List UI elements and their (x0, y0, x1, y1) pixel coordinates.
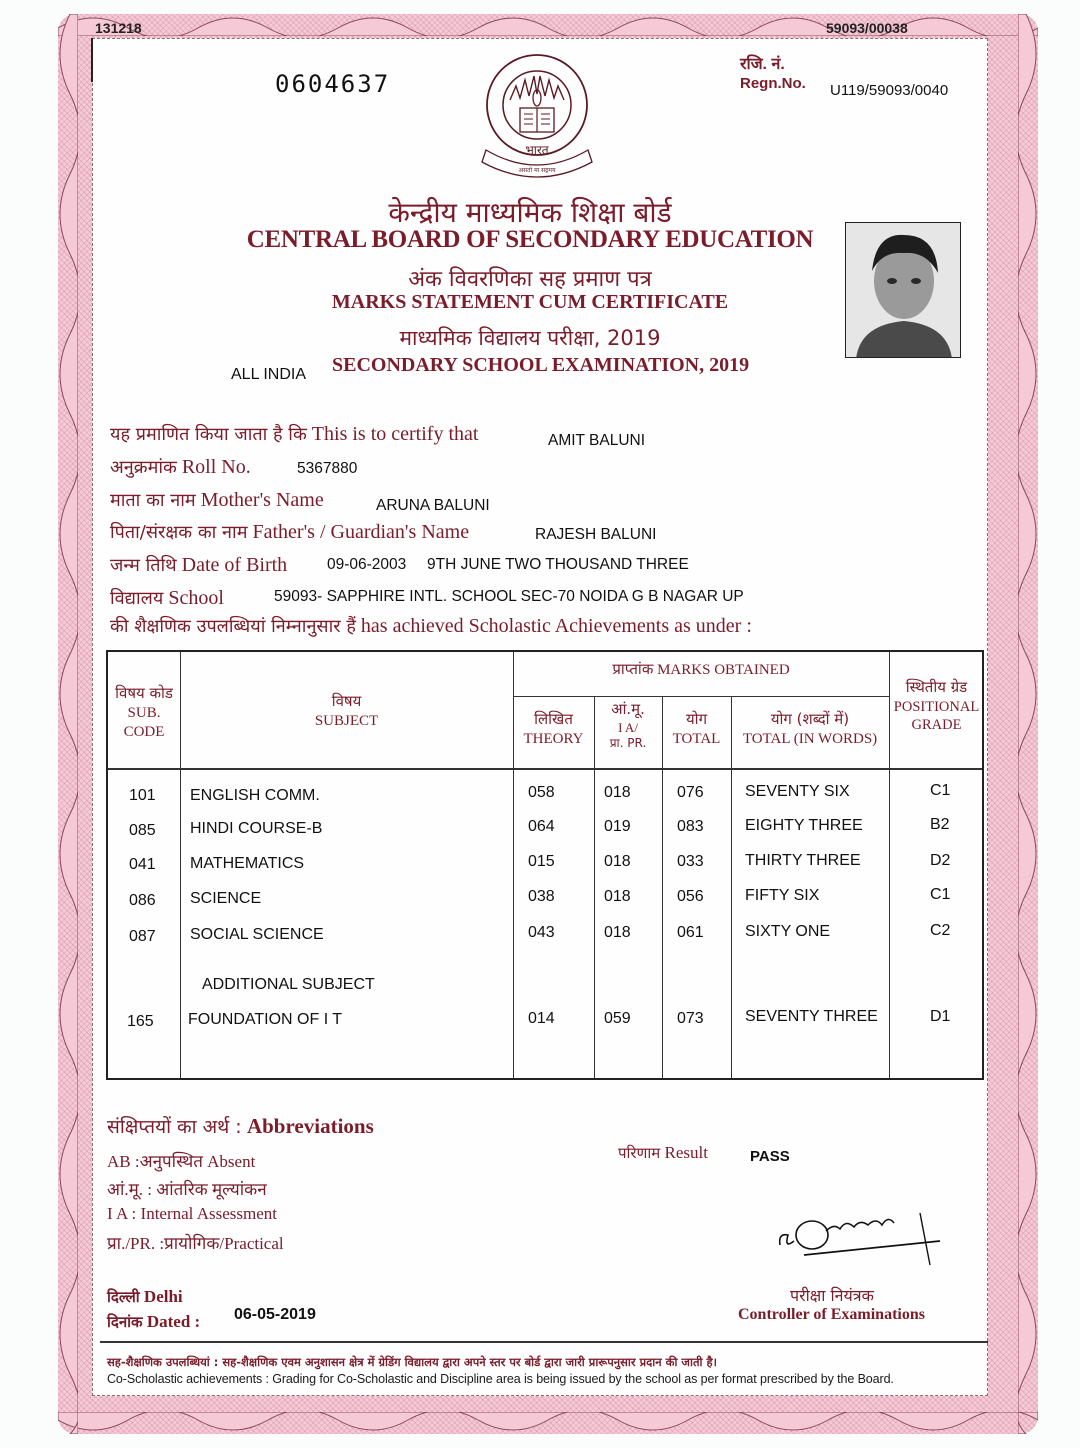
border-wave-left (50, 14, 78, 1434)
mother-name: ARUNA BALUNI (376, 497, 490, 514)
roll-number: 5367880 (297, 460, 358, 477)
regn-number: U119/59093/0040 (830, 82, 949, 99)
controller-title: Controller of Examinations (738, 1306, 925, 1323)
achievement-statement: की शैक्षणिक उपलब्धियां निम्नानुसार हैं has achieved Scholastic Achievements as under : (110, 615, 752, 637)
dob-in-words: 9TH JUNE TWO THOUSAND THREE (427, 556, 689, 573)
exam-scope: ALL INDIA (231, 366, 306, 383)
border-wave-right (1018, 14, 1046, 1434)
svg-text:असतो मा सद्गमय: असतो मा सद्गमय (518, 167, 556, 174)
certify-label: यह प्रमाणित किया जाता है कि This is to certify that (110, 423, 479, 445)
school-label: विद्यालय School (110, 587, 224, 609)
board-title: CENTRAL BOARD OF SECONDARY EDUCATION (246, 226, 814, 253)
document-number: 0604637 (275, 70, 391, 98)
exam-title: SECONDARY SCHOOL EXAMINATION, 2019 (332, 354, 750, 376)
header-ia-pr: आं.मू. I A/ प्रा. PR. (609, 700, 647, 751)
margin-mark (91, 38, 93, 82)
person-silhouette-icon (846, 223, 961, 358)
regn-label: Regn.No. (740, 75, 806, 92)
regn-label-hindi: रजि. नं. (740, 56, 785, 73)
header-marks-obtained: प्राप्तांक MARKS OBTAINED (612, 660, 790, 678)
co-scholastic-note: Co-Scholastic achievements : Grading for Co-Scholastic and Discipline area is being issued by the school as per format prescribed by the Board. (107, 1372, 894, 1386)
student-photo (845, 222, 961, 358)
co-scholastic-note-hindi: सह-शैक्षणिक उपलब्धियां : सह-शैक्षणिक एवम अनुशासन क्षेत्र में ग्रेडिंग विद्यालय द्वारा अपने स्तर पर बोर्ड द्वारा जारी प्रारूपनुसार प्रदान की जाती है। (107, 1355, 717, 1369)
serial-number-right: 59093/00038 (826, 20, 908, 36)
abbreviations-title: संक्षिप्तयों का अर्थ : Abbreviations (107, 1114, 374, 1138)
dob-value: 09-06-2003 (327, 556, 407, 573)
header-total: योग TOTAL (672, 710, 721, 747)
header-sub-code: विषय कोड SUB. CODE (115, 684, 173, 740)
father-label: पिता/संरक्षक का नाम Father's / Guardian's Name (110, 521, 470, 543)
place-label: दिल्ली Delhi (107, 1287, 183, 1306)
doc-type-hindi: अंक विवरणिका सह प्रमाण पत्र (408, 267, 652, 292)
exam-title-hindi: माध्यमिक विद्यालय परीक्षा, 2019 (399, 326, 661, 350)
marks-table: विषय कोड SUB. CODE विषय SUBJECT प्राप्तांक MARKS OBTAINED लिखित THEORY आं.मू. I A/ प्रा. PR. योग TOTAL योग (शब्दों में) TOTAL (IN WORDS) स्थितीय ग्रेड POSITIONAL GRADE 101 ENGLISH COMM. 058 018 076 SEVENTY SIX C1 085 HINDI COURSE-B 064 019 083 EIGHTY THREE B2 041 MATHEMATICS 015 018 033 THIRTY THREE D2 086 SCIENCE 038 018 056 FIFTY SIX C1 087 SOCIAL SCIENCE 043 018 061 SIXTY ONE C2 ADDITIONAL SUBJECT 165 FOUNDATION OF I T 014 059 073 SEVENTY THREE D1 (106, 650, 984, 1080)
result-label: परिणाम Result (618, 1143, 708, 1162)
mother-label: माता का नाम Mother's Name (110, 489, 324, 511)
roll-label: अनुक्रमांक Roll No. (110, 456, 251, 478)
school-name: 59093- SAPPHIRE INTL. SCHOOL SEC-70 NOIDA G B NAGAR UP (274, 588, 744, 605)
dob-label: जन्म तिथि Date of Birth (110, 554, 288, 576)
header-total-words: योग (शब्दों में) TOTAL (IN WORDS) (742, 710, 878, 747)
doc-type: MARKS STATEMENT CUM CERTIFICATE (331, 291, 729, 313)
board-title-hindi: केन्द्रीय माध्यमिक शिक्षा बोर्ड (388, 196, 672, 229)
cbse-emblem-icon (478, 50, 596, 185)
controller-title-hindi: परीक्षा नियंत्रक (790, 1286, 874, 1305)
svg-text:भारत: भारत (525, 143, 549, 157)
dated-label: दिनांक Dated : (107, 1312, 201, 1331)
abbreviation-line: AB :अनुपस्थित Absent (107, 1152, 256, 1171)
header-subject: विषय SUBJECT (314, 692, 379, 729)
signature-icon (770, 1205, 950, 1275)
header-theory: लिखित THEORY (523, 710, 584, 747)
footer-divider (100, 1341, 988, 1343)
father-name: RAJESH BALUNI (535, 526, 657, 543)
border-wave-bottom (58, 1412, 1038, 1440)
abbreviation-line: आं.मू. : आंतरिक मूल्यांकन (107, 1180, 267, 1199)
result-value: PASS (750, 1148, 790, 1165)
additional-subject-label: ADDITIONAL SUBJECT (202, 976, 375, 993)
header-positional-grade: स्थितीय ग्रेड POSITIONAL GRADE (893, 678, 980, 734)
serial-number-left: 131218 (95, 20, 142, 36)
abbreviation-line: प्रा./PR. :प्रायोगिक/Practical (107, 1234, 284, 1253)
abbreviation-line: I A : Internal Assessment (107, 1204, 277, 1223)
student-name: AMIT BALUNI (548, 432, 646, 449)
issue-date: 06-05-2019 (234, 1306, 316, 1323)
